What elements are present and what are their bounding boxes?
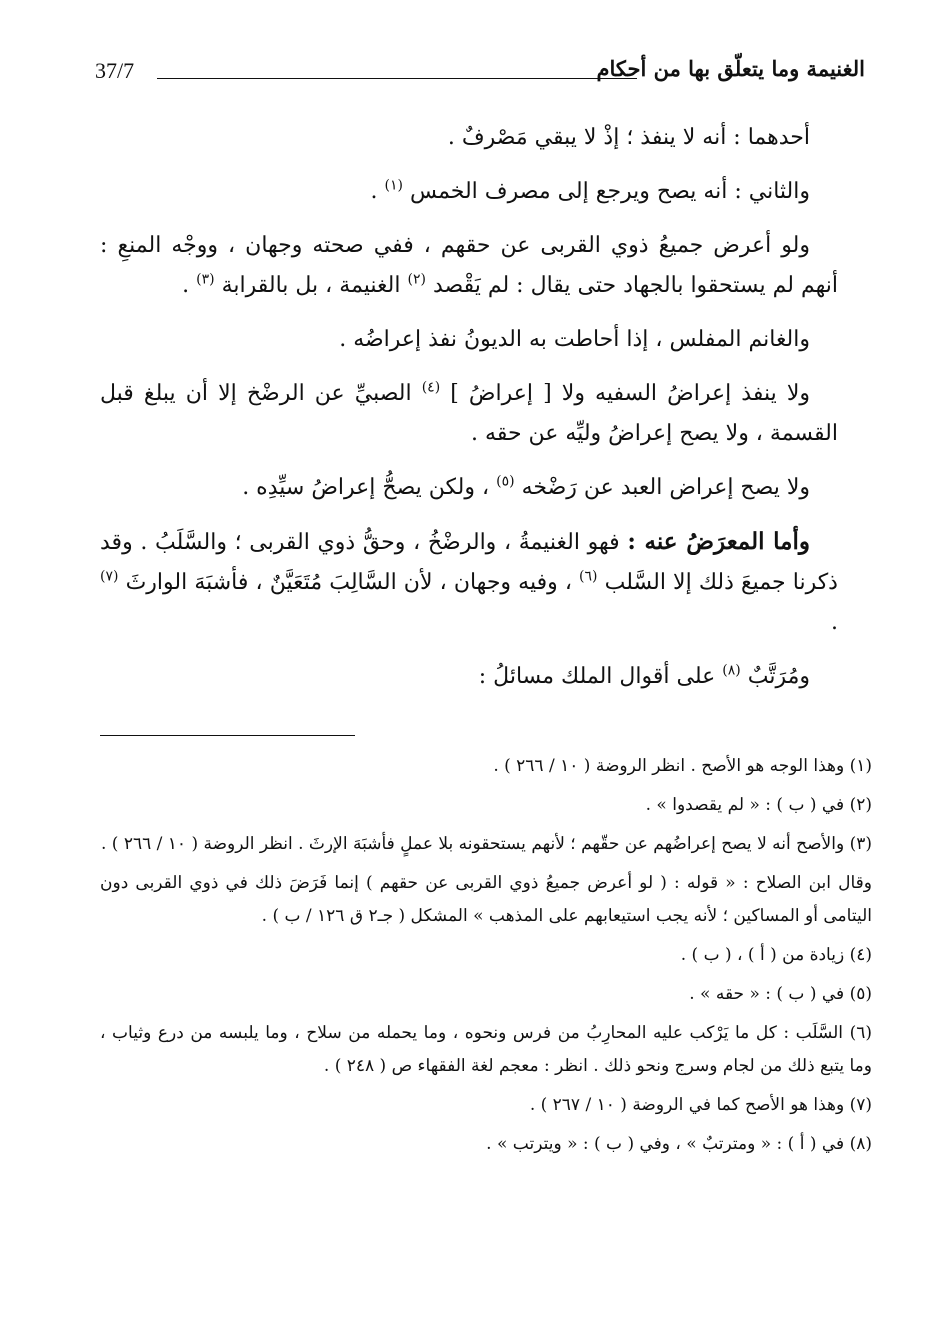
footnote-3: (٣) والأصح أنه لا يصح إعراضُهم عن حقّهم ؛ لأنهم يستحقونه بلا عملٍ فأشبَهَ الإرثَ . انظر الروضة ( ١٠ / ٢٦٦ ) . (100, 834, 872, 854)
main-text (100, 118, 838, 711)
paragraph-8 (100, 657, 838, 697)
paragraph-5-text-b: الصبيِّ عن الرضْخ إلا أن يبلغ قبل القسمة ، ولا يصح إعراضُ وليِّه عن حقه . (100, 381, 838, 446)
paragraph-1 (100, 118, 838, 158)
footnote-1: (١) وهذا الوجه هو الأصح . انظر الروضة ( ١٠ / ٢٦٦ ) . (493, 756, 872, 776)
paragraph-4 (100, 320, 838, 360)
header-rule (157, 78, 637, 79)
paragraph-8-text-b: على أقوال الملك مسائلُ : (478, 664, 716, 689)
paragraph-5-text-a: ولا ينفذ إعراضُ السفيه ولا [ إعراضُ ] (450, 381, 810, 406)
paragraph-6-text-b: ، ولكن يصحُّ إعراضُ سيِّدِه . (242, 475, 490, 500)
footnote-ref-7: (٧) (100, 568, 119, 585)
paragraph-7-lead: وأما المعرَضُ عنه : (627, 528, 810, 555)
paragraph-3-end: . (182, 273, 190, 298)
paragraph-2-end: . (370, 179, 378, 204)
footnote-ref-4: (٤) (421, 379, 441, 396)
paragraph-7-end: . (831, 610, 838, 635)
footnote-6: (٦) السَّلَب : كل ما يَرْكب عليه المحارِبُ من فرس ونحوه ، وما يحمله من سلاح ، وما يلبسه من درع وثياب ، وما يتبع ذلك من لجام وسرج ونحو ذلك . انظر : معجم لغة الفقهاء ص ( ٢٤٨ ) . (100, 1023, 872, 1076)
header-title: الغنيمة وما يتعلّق بها من أحكام (596, 56, 865, 81)
footnote-separator (100, 735, 355, 736)
footnote-5: (٥) في ( ب ) : « حقه » . (689, 984, 872, 1004)
footnote-8: (٨) في ( أ ) : « ومترتبٌ » ، وفي ( ب ) : « ويترتب » . (486, 1134, 872, 1154)
footnote-7: (٧) وهذا هو الأصح كما في الروضة ( ١٠ / ٢٦٧ ) . (529, 1095, 872, 1115)
paragraph-4-text: والغانم المفلس ، إذا أحاطت به الديونُ نفذ إعراضُه . (339, 327, 810, 352)
paragraph-1-text: أحدهما : أنه لا ينفذ ؛ إذْ لا يبقي مَصْرفٌ . (447, 125, 810, 150)
footnotes (100, 750, 872, 1167)
footnote-ref-3: (٣) (196, 271, 215, 288)
footnote-ref-6: (٦) (579, 568, 598, 585)
paragraph-5 (100, 374, 838, 454)
paragraph-8-text-a: ومُرَتَّبٌ (747, 664, 810, 689)
paragraph-3-text-a: ولو أعرض جميعُ ذوي القربى عن حقهم ، ففي صحته وجهان ، ووجْه المنعِ : أنهم لم يستحقوا بالجهاد حتى يقال : لم يَقْصد (100, 233, 838, 298)
paragraph-7 (100, 522, 838, 643)
paragraph-3 (100, 226, 838, 306)
footnote-2: (٢) في ( ب ) : « لم يقصدوا » . (645, 795, 872, 815)
footnote-3-continued: وقال ابن الصلاح : « قوله : ( لو أعرض جميعُ ذوي القربى عن حقهم ) إنما فَرَضَ ذلك في ذوي القربى دون اليتامى أو المساكين ؛ لأنه يجب استيعابهم على المذهب » المشكل ( جـ٢ ق ١٢٦ / ب ) . (100, 873, 872, 926)
page-number: 37/7 (95, 58, 135, 83)
paragraph-3-text-b: الغنيمة ، بل بالقرابة (221, 273, 401, 298)
paragraph-2-text: والثاني : أنه يصح ويرجع إلى مصرف الخمس (410, 179, 810, 204)
footnote-ref-5: (٥) (496, 473, 515, 490)
paragraph-6 (100, 468, 838, 508)
paragraph-2 (100, 172, 838, 212)
paragraph-7-text-b: ، وفيه وجهان ، لأن السَّالِبَ مُتَعَيَّنٌ ، فأشبَهَ الوارثَ (125, 570, 572, 595)
footnote-ref-8: (٨) (722, 662, 741, 679)
footnote-ref-2: (٢) (407, 271, 426, 288)
footnote-ref-1: (١) (384, 177, 404, 194)
footnote-4: (٤) زيادة من ( أ ) ، ( ب ) . (680, 945, 872, 965)
running-header (95, 52, 865, 92)
paragraph-7-text-a: فهو الغنيمةُ ، والرضْخُ ، وحقُّ ذوي القربى ؛ والسَّلَبُ . وقد ذكرنا جميعَ ذلك إلا السَّلب (100, 530, 838, 595)
paragraph-6-text-a: ولا يصح إعراض العبد عن رَضْخه (521, 475, 810, 500)
